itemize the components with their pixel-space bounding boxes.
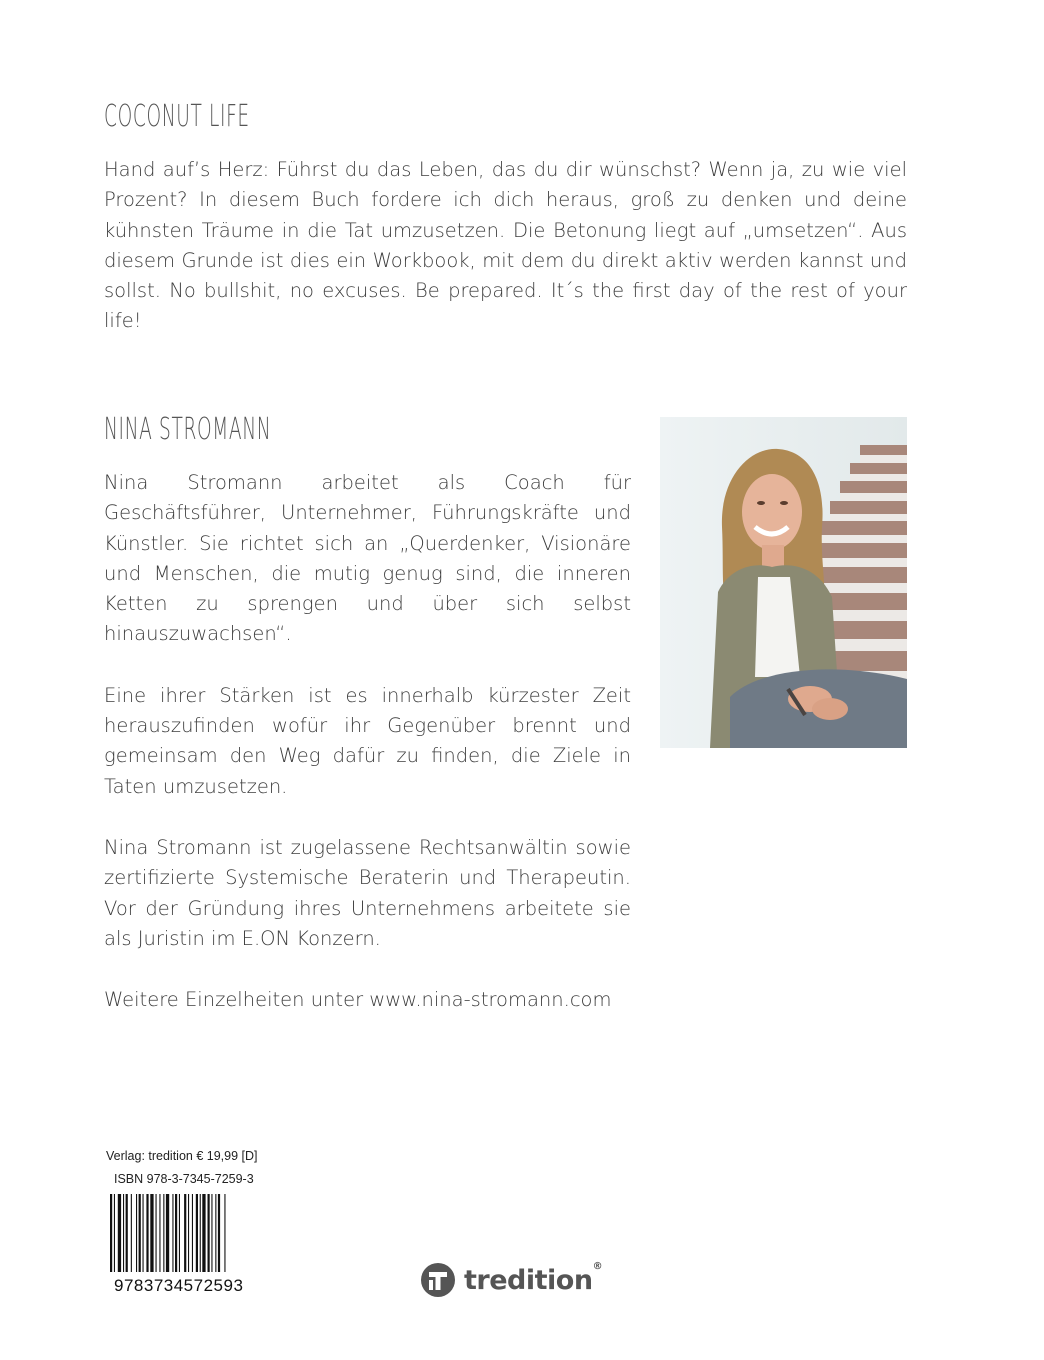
- intro-paragraph: Hand auf’s Herz: Führst du das Leben, das du dir wünschst? Wenn ja, zu wie viel Prozent? In diesem Buch fordere ich dich heraus, groß zu denken und deine kühnsten Träume in die Tat umzusetzen. Die Betonung liegt auf „umsetzen“. Aus diesem Grunde ist dies ein Workbook, mit dem du direkt aktiv werden kannst und sollst. No bullshit, no excuses. Be prepared. It´s the first day of the rest of your life!: [104, 158, 907, 333]
- bio-paragraph: Nina Stromann ist zugelassene Rechtsanwältin sowie zertifizierte Systemische Beraterin und Therapeutin. Vor der Gründung ihres Unternehmens arbeitete sie als Juristin im E.ON Konzern.: [104, 835, 631, 950]
- tredition-logo-icon: [420, 1262, 456, 1298]
- ean-number: 9783734572593: [114, 1276, 244, 1295]
- publisher-logo: [420, 1262, 602, 1298]
- barcode-icon: [108, 1194, 260, 1272]
- bio-website-line: Weitere Einzelheiten unter www.nina-stromann.com: [104, 988, 612, 1012]
- bio-paragraph: Eine ihrer Stärken ist es innerhalb kürzester Zeit herauszufinden wofür ihr Gegenüber brennt und gemeinsam den Weg dafür zu finden, die Ziele in Taten umzusetzen.: [104, 683, 631, 798]
- logo-wordmark: tredition®: [464, 1260, 603, 1296]
- author-photo: [660, 417, 907, 748]
- bio-paragraph: Nina Stromann arbeitet als Coach für Geschäftsführer, Unternehmer, Führungskräfte und Künstler. Sie richtet sich an „Querdenker, Visionäre und Menschen, die mutig genug sind, die inneren Ketten zu sprengen und über sich selbst hinauszuwachsen“.: [104, 471, 631, 646]
- section-heading-author: NINA STROMANN: [104, 412, 272, 447]
- publisher-price-line: Verlag: tredition € 19,99 [D]: [106, 1149, 258, 1163]
- section-heading-coconut-life: COCONUT LIFE: [104, 99, 250, 134]
- author-bio: [104, 468, 631, 1046]
- isbn-label: ISBN 978-3-7345-7259-3: [114, 1172, 254, 1186]
